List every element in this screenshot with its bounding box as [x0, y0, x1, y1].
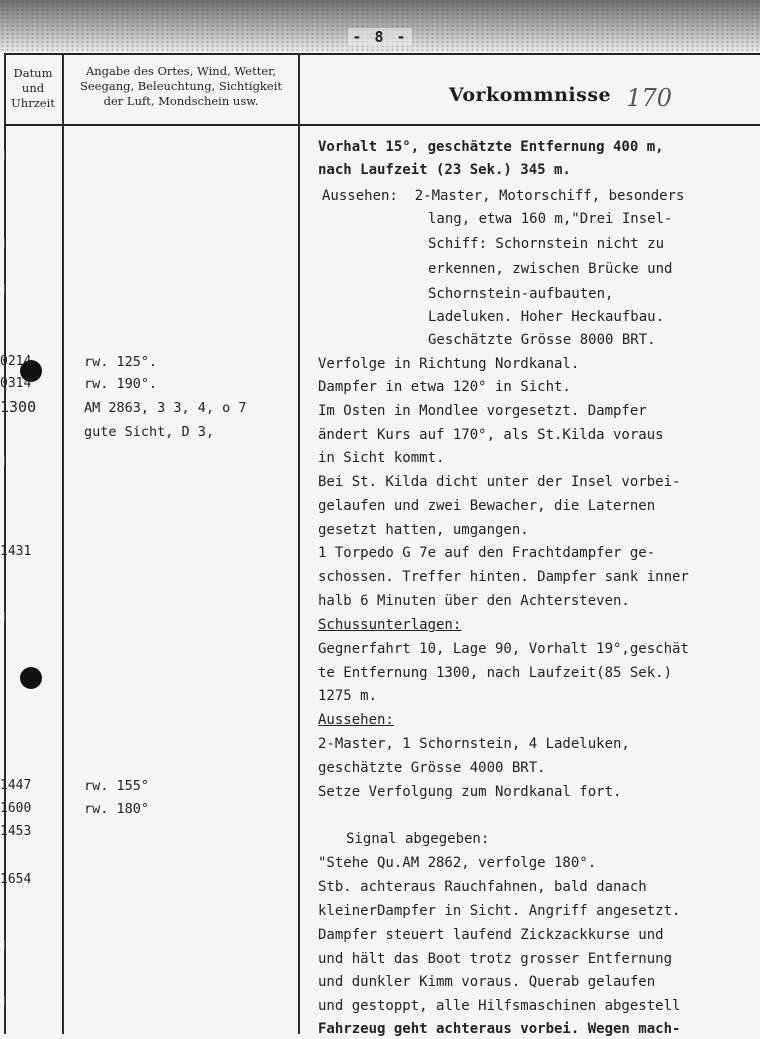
event-line: Schiff: Schornstein nicht zu — [428, 236, 665, 252]
archive-stamp: 170 — [626, 84, 672, 112]
event-line: Im Osten in Mondlee vorgesetzt. Dampfer — [318, 403, 647, 419]
column-divider-2 — [298, 53, 300, 1034]
place-entry: rw. 180° — [84, 801, 150, 817]
event-line: in Sicht kommt. — [318, 450, 445, 466]
event-line: Vorhalt 15°, geschätzte Entfernung 400 m, — [318, 139, 664, 155]
event-line: Stb. achteraus Rauchfahnen, bald danach — [318, 879, 647, 895]
place-entry: rw. 155° — [84, 778, 150, 794]
event-line: Gegnerfahrt 10, Lage 90, Vorhalt 19°,geschät — [318, 641, 689, 657]
event-line: Schussunterlagen: — [318, 617, 462, 633]
place-entry: gute Sicht, D 3, — [84, 424, 215, 440]
punch-hole-lower — [20, 667, 42, 689]
event-line: lang, etwa 160 m,"Drei Insel- — [428, 211, 673, 227]
event-line: Signal abgegeben: — [346, 831, 490, 847]
place-entry: rw. 125°. — [84, 354, 158, 370]
event-line: Geschätzte Grösse 8000 BRT. — [428, 332, 656, 348]
header-bottom-rule — [4, 124, 760, 126]
event-line: Ladeluken. Hoher Heckaufbau. — [428, 309, 665, 325]
event-line: Aussehen: 2-Master, Motorschiff, besonders — [322, 188, 685, 204]
margin-mark — [4, 238, 5, 248]
event-line: und gestoppt, alle Hilfsmaschinen abgestell — [318, 998, 681, 1014]
event-line: Setze Verfolgung zum Nordkanal fort. — [318, 784, 622, 800]
time-entry: 1453 — [0, 824, 32, 839]
event-line: erkennen, zwischen Brücke und — [428, 261, 673, 277]
event-line: halb 6 Minuten über den Achtersteven. — [318, 593, 630, 609]
time-entry: 1654 — [0, 872, 32, 887]
page-number: - 8 - — [0, 28, 760, 46]
event-line: 1275 m. — [318, 688, 378, 704]
place-entry: rw. 190°. — [84, 376, 158, 392]
time-entry: 1431 — [0, 544, 32, 559]
time-entry: 0214 — [0, 354, 32, 369]
place-entry: AM 2863, 3 3, 4, o 7 — [84, 400, 247, 416]
table-top-rule — [4, 53, 760, 55]
event-line: ändert Kurs auf 170°, als St.Kilda voraus — [318, 427, 664, 443]
event-line: 1 Torpedo G 7e auf den Frachtdampfer ge- — [318, 545, 656, 561]
event-line: Dampfer in etwa 120° in Sicht. — [318, 379, 571, 395]
header-vorkommnisse: Vorkommnisse — [448, 84, 612, 106]
event-line: Fahrzeug geht achteraus vorbei. Wegen mach- — [318, 1021, 681, 1037]
event-line: 2-Master, 1 Schornstein, 4 Ladeluken, — [318, 736, 630, 752]
event-line: "Stehe Qu.AM 2862, verfolge 180°. — [318, 855, 597, 871]
event-line: Bei St. Kilda dicht unter der Insel vorbei- — [318, 474, 681, 490]
margin-mark — [4, 940, 5, 950]
margin-mark — [4, 456, 5, 466]
event-line: Aussehen: — [318, 712, 394, 728]
event-line: nach Laufzeit (23 Sek.) 345 m. — [318, 162, 571, 178]
event-line: Verfolge in Richtung Nordkanal. — [318, 356, 580, 372]
header-datum: Datum und Uhrzeit — [11, 66, 55, 110]
event-line: te Entfernung 1300, nach Laufzeit(85 Sek.) — [318, 665, 673, 681]
margin-mark — [4, 284, 5, 294]
event-line: und hält das Boot trotz grosser Entfernung — [318, 951, 673, 967]
event-line: Dampfer steuert laufend Zickzackkurse und — [318, 927, 664, 943]
event-line: kleinerDampfer in Sicht. Angriff angesetzt. — [318, 903, 681, 919]
margin-mark — [4, 612, 5, 622]
time-entry: 1600 — [0, 801, 32, 816]
event-line: und dunkler Kimm voraus. Querab gelaufen — [318, 974, 656, 990]
event-line: geschätzte Grösse 4000 BRT. — [318, 760, 546, 776]
event-line: gelaufen und zwei Bewacher, die Laternen — [318, 498, 656, 514]
time-entry: 1300 — [0, 398, 37, 416]
margin-mark — [4, 996, 5, 1006]
event-line: schossen. Treffer hinten. Dampfer sank inner — [318, 569, 689, 585]
header-angabe: Angabe des Ortes, Wind, Wetter, Seegang, Beleuchtung, Sichtigkeit der Luft, Mondschein usw. — [79, 64, 283, 108]
event-line: Schornstein-aufbauten, — [428, 286, 614, 302]
event-line: gesetzt hatten, umgangen. — [318, 522, 529, 538]
margin-mark — [4, 150, 5, 160]
time-entry: 1447 — [0, 778, 32, 793]
time-entry: 0314 — [0, 376, 32, 391]
column-divider-1 — [62, 53, 64, 1034]
